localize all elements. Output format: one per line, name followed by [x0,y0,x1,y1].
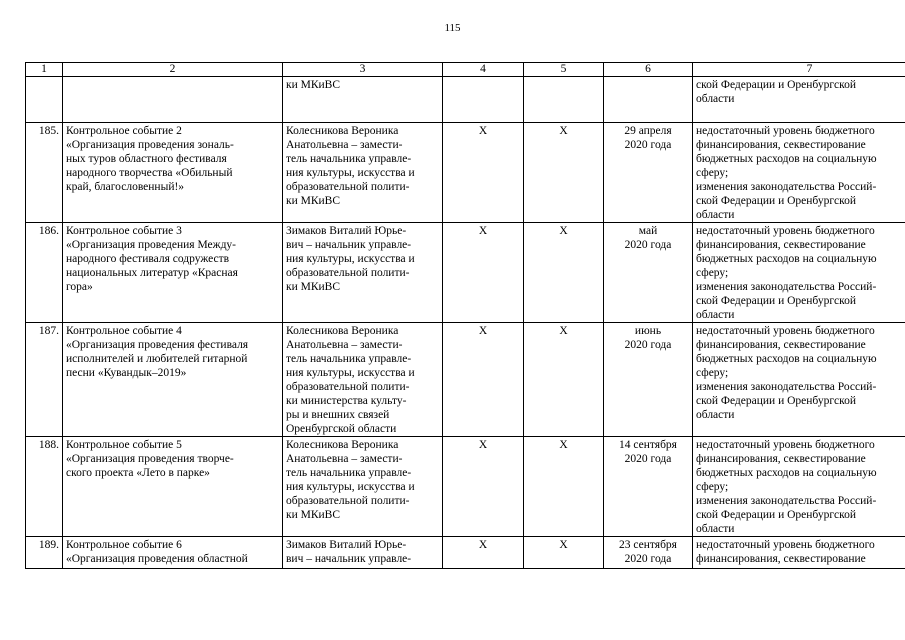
cell-line: Контрольное событие 3 [66,225,182,237]
continuation-row [26,77,905,123]
table-row [26,437,905,537]
cell-line: Колесникова Вероника [286,439,399,451]
cell-line: ния культуры, искусства и [286,167,415,179]
cell-line: ки МКиВС [286,79,341,91]
cell-line: гора» [66,281,93,293]
continuation-date-cell [604,77,693,123]
column-header-4: 4 [443,63,524,77]
cell-line: Анатольевна – замести- [286,453,403,465]
row-number-cell: 189. [26,537,63,569]
table-row [26,323,905,437]
cell-line: недостаточный уровень бюджетного [696,125,875,137]
table-row [26,223,905,323]
cell-line: Контрольное событие 6 [66,539,182,551]
cell-line: области [696,523,735,535]
responsible-cell [283,123,443,223]
cell-line: июнь [634,325,662,337]
cell-line: недостаточный уровень бюджетного [696,439,875,451]
event-cell [63,437,283,537]
cell-line: 2020 года [624,453,672,465]
column-header-3: 3 [283,63,443,77]
cell-line: Зимаков Виталий Юрье- [286,539,407,551]
cell-line: финансирования, секвестирование [696,239,866,251]
risks-cell [693,537,905,569]
continuation-col5-cell [524,77,604,123]
continuation-col4-cell [443,77,524,123]
cell-line: тель начальника управле- [286,353,412,365]
cell-line: финансирования, секвестирование [696,339,866,351]
cell-line: сферу; [696,481,729,493]
cell-line: Контрольное событие 5 [66,439,182,451]
col4-mark-cell: X [443,223,524,323]
cell-line: финансирования, секвестирование [696,553,866,565]
cell-line: недостаточный уровень бюджетного [696,225,875,237]
cell-line: Анатольевна – замести- [286,339,403,351]
cell-line: образовательной полити- [286,495,410,507]
cell-line: ры и внешних связей [286,409,390,421]
cell-line: финансирования, секвестирование [696,453,866,465]
cell-line: 2020 года [624,553,672,565]
continuation-event-cell [63,77,283,123]
column-header-7: 7 [693,63,905,77]
page-number: 115 [444,22,461,34]
cell-line: «Организация проведения областной [66,553,248,565]
cell-line: области [696,209,735,221]
responsible-cell [283,323,443,437]
cell-line: изменения законодательства Россий- [696,281,877,293]
column-header-6: 6 [604,63,693,77]
event-cell [63,537,283,569]
cell-line: бюджетных расходов на социальную [696,153,877,165]
cell-line: ния культуры, искусства и [286,481,415,493]
col5-mark-cell: X [524,437,604,537]
risks-cell [693,437,905,537]
cell-line: народного фестиваля содружеств [66,253,230,265]
cell-line: вич – начальник управле- [286,239,412,251]
cell-line: Колесникова Вероника [286,125,399,137]
cell-line: тель начальника управле- [286,153,412,165]
cell-line: недостаточный уровень бюджетного [696,325,875,337]
event-cell [63,223,283,323]
cell-line: песни «Кувандык–2019» [66,367,187,379]
continuation-risks-cell [693,77,905,123]
cell-line: ных туров областного фестиваля [66,153,227,165]
column-number-row [26,63,905,77]
col5-mark-cell: X [524,537,604,569]
cell-line: образовательной полити- [286,267,410,279]
cell-line: 2020 года [624,239,672,251]
cell-line: области [696,309,735,321]
cell-line: ки министерства культу- [286,395,407,407]
cell-line: 2020 года [624,139,672,151]
date-cell [604,123,693,223]
cell-line: Контрольное событие 2 [66,125,182,137]
cell-line: ской Федерации и Оренбургской [696,79,857,91]
cell-line: 29 апреля [624,125,672,137]
cell-line: Колесникова Вероника [286,325,399,337]
date-cell [604,323,693,437]
cell-line: ской Федерации и Оренбургской [696,195,857,207]
row-number-cell: 187. [26,323,63,437]
column-header-1: 1 [26,63,63,77]
date-cell [604,537,693,569]
cell-line: ской Федерации и Оренбургской [696,295,857,307]
cell-line: ния культуры, искусства и [286,367,415,379]
row-number-cell: 185. [26,123,63,223]
risks-cell [693,123,905,223]
risks-cell [693,323,905,437]
cell-line: «Организация проведения творче- [66,453,234,465]
cell-line: «Организация проведения Между- [66,239,237,251]
date-cell [604,437,693,537]
cell-line: ской Федерации и Оренбургской [696,395,857,407]
cell-line: «Организация проведения зональ- [66,139,234,151]
cell-line: сферу; [696,167,729,179]
cell-line: «Организация проведения фестиваля [66,339,249,351]
cell-line: сферу; [696,267,729,279]
cell-line: Зимаков Виталий Юрье- [286,225,407,237]
event-cell [63,323,283,437]
cell-line: ки МКиВС [286,195,341,207]
cell-line: изменения законодательства Россий- [696,381,877,393]
col4-mark-cell: X [443,437,524,537]
col4-mark-cell: X [443,123,524,223]
responsible-cell [283,437,443,537]
cell-line: бюджетных расходов на социальную [696,253,877,265]
col4-mark-cell: X [443,537,524,569]
cell-line: Контрольное событие 4 [66,325,182,337]
cell-line: бюджетных расходов на социальную [696,467,877,479]
cell-line: Анатольевна – замести- [286,139,403,151]
control-events-table [25,62,905,569]
cell-line: Оренбургской области [286,423,397,435]
cell-line: бюджетных расходов на социальную [696,353,877,365]
column-header-5: 5 [524,63,604,77]
col5-mark-cell: X [524,123,604,223]
row-number-cell: 186. [26,223,63,323]
cell-line: сферу; [696,367,729,379]
cell-line: области [696,409,735,421]
cell-line: образовательной полити- [286,181,410,193]
responsible-cell [283,537,443,569]
cell-line: изменения законодательства Россий- [696,495,877,507]
row-number-cell: 188. [26,437,63,537]
cell-line: финансирования, секвестирование [696,139,866,151]
event-cell [63,123,283,223]
continuation-num-cell [26,77,63,123]
cell-line: 23 сентября [619,539,677,551]
table-row [26,537,905,569]
cell-line: тель начальника управле- [286,467,412,479]
cell-line: народного творчества «Обильный [66,167,233,179]
cell-line: ской Федерации и Оренбургской [696,509,857,521]
cell-line: 2020 года [624,339,672,351]
cell-line: 14 сентября [619,439,677,451]
cell-line: ния культуры, искусства и [286,253,415,265]
cell-line: исполнителей и любителей гитарной [66,353,248,365]
cell-line: вич – начальник управле- [286,553,412,565]
cell-line: недостаточный уровень бюджетного [696,539,875,551]
table-row [26,123,905,223]
cell-line: ского проекта «Лето в парке» [66,467,210,479]
risks-cell [693,223,905,323]
continuation-responsible-cell [283,77,443,123]
cell-line: области [696,93,735,105]
cell-line: образовательной полити- [286,381,410,393]
col5-mark-cell: X [524,223,604,323]
cell-line: край, благословенный!» [66,181,185,193]
cell-line: изменения законодательства Россий- [696,181,877,193]
responsible-cell [283,223,443,323]
cell-line: май [638,225,658,237]
col4-mark-cell: X [443,323,524,437]
column-header-2: 2 [63,63,283,77]
col5-mark-cell: X [524,323,604,437]
cell-line: ки МКиВС [286,509,341,521]
date-cell [604,223,693,323]
cell-line: ки МКиВС [286,281,341,293]
cell-line: национальных литератур «Красная [66,267,238,279]
